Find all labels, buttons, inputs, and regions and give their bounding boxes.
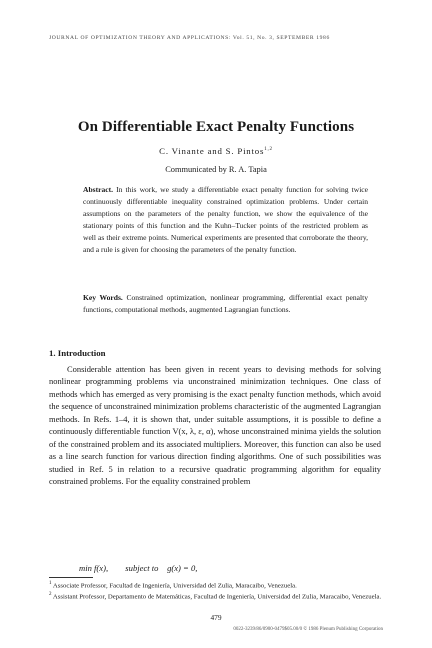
- footnote-text: Associate Professor, Facultad de Ingeniería, Universidad del Zulia, Maracaibo, Venezuela.: [52, 582, 297, 590]
- section-heading: 1. Introduction: [49, 348, 106, 358]
- abstract-label: Abstract.: [83, 185, 113, 194]
- footnote-mark: 2: [49, 592, 52, 598]
- running-head: JOURNAL OF OPTIMIZATION THEORY AND APPLICATIONS: Vol. 51, No. 3, SEPTEMBER 1986: [49, 35, 330, 41]
- footnote-mark: 1: [49, 581, 52, 586]
- intro-paragraph: Considerable attention has been given in recent years to devising methods for solving nonlinear programming problems via unconstrained minimization techniques. One class of methods which has emerged as very promising is the exact penalty function methods, which avoid the sequence of unconstrained minimization problems characteristic of the augmented Lagrangian methods. In Refs. 1–4, it is shown that, under suitable assumptions, it is possible to define a continuously differentiable function V(x, λ, ε, α), whose unconstrained minima yields the solution of the constrained problem and its associated multipliers. Moreover, this function can also be used as a line search function for various direction finding algorithms. One of such possibilities was studied in Ref. 5 in relation to a recursive quadratic programming algorithm for equality constrained problems. For the equality constrained problem: [49, 364, 381, 487]
- footnote-divider: [49, 577, 93, 578]
- keywords: [83, 292, 368, 316]
- keywords-label: Key Words.: [83, 293, 123, 302]
- footnote-text: Assistant Professor, Departamento de Matemáticas, Facultad de Ingeniería, Universidad del Zulia, Maracaibo, Venezuela.: [52, 593, 382, 601]
- author-line: [0, 146, 432, 156]
- footnote-item: [49, 579, 384, 590]
- display-equation: min f(x), subject to g(x) = 0,: [79, 563, 198, 573]
- communicated-by: Communicated by R. A. Tapia: [165, 165, 267, 174]
- abstract-text: In this work, we study a differentiable exact penalty function for solving twice continuously differentiable inequality constrained optimization problems. Under certain assumptions on the parameters of the penalty function, we show the equivalence of the stationary points of this function and the Kuhn–Tucker points of the restricted problem as well as their extreme points. Numerical experiments are presented that corroborate the theory, and a rule is given for choosing the parameters of the penalty function.: [83, 185, 369, 254]
- author-footnote-marks: 1,2: [264, 147, 273, 153]
- intro-body: [49, 363, 381, 488]
- publisher-imprint: 0022-3239/86/0900-0479$05.00/0 © 1986 Plenum Publishing Corporation: [233, 627, 383, 632]
- abstract: [83, 184, 368, 255]
- page-number: 479: [210, 613, 222, 622]
- footnotes: [49, 579, 384, 602]
- keywords-text: Constrained optimization, nonlinear programming, differential exact penalty functions, computational methods, augmented Lagrangian functions.: [83, 293, 368, 314]
- author-names: C. Vinante and S. Pintos: [159, 146, 265, 156]
- article-title: On Differentiable Exact Penalty Functions: [77, 119, 355, 135]
- footnote-item: [49, 590, 384, 601]
